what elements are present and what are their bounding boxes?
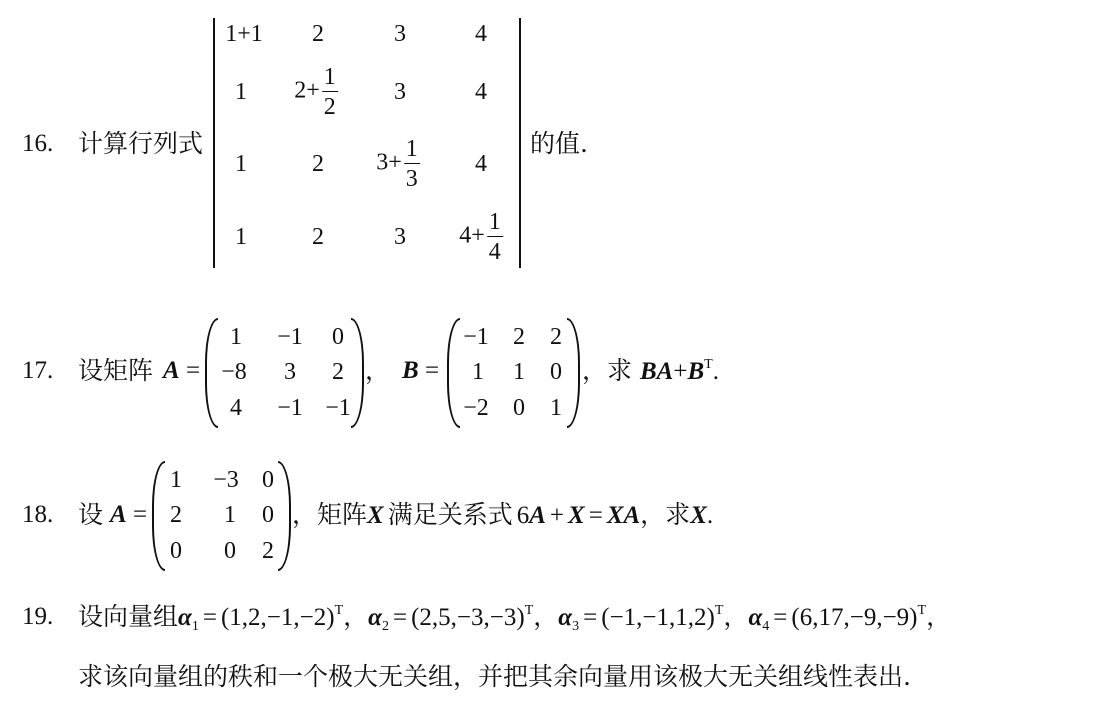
- matrix-cell: 2: [513, 324, 525, 350]
- matrix-a-right-paren: [278, 461, 291, 571]
- question-number: 18.: [22, 501, 54, 528]
- question-line-2: 求该向量组的秩和一个极大无关组，并把其余向量用该极大无关组线性表出.: [78, 662, 911, 691]
- det-cell: 4: [475, 79, 487, 105]
- det-cell: 4: [475, 151, 487, 177]
- matrix-cell: 0: [550, 359, 562, 385]
- det-cell: 1: [235, 151, 247, 177]
- matrix-cell: 1: [472, 359, 484, 385]
- matrix-a-right-paren: [351, 318, 364, 428]
- matrix-cell: −1: [277, 395, 303, 421]
- question-lead: 设: [78, 500, 104, 529]
- matrix-cell: 2: [550, 324, 562, 350]
- matrix-cell: 1: [224, 502, 236, 528]
- det-cell: 1: [235, 79, 247, 105]
- matrix-cell: 0: [170, 538, 182, 564]
- matrix-b-right-paren: [567, 318, 580, 428]
- matrix-cell: 2: [262, 538, 274, 564]
- det-cell-fraction: 4+ $\frac{1}{4}$: [459, 209, 501, 265]
- matrix-cell: −8: [221, 359, 247, 385]
- matrix-cell: 0: [262, 467, 274, 493]
- det-cell-fraction: 3+ $\frac{1}{3}$: [376, 136, 418, 192]
- equals-sign: =: [186, 357, 201, 384]
- det-cell: 2: [312, 21, 324, 47]
- question-tail: ，求 $BA+B^T$.: [582, 356, 719, 385]
- matrix-a-label: A: [110, 501, 127, 528]
- matrix-cell: −1: [277, 324, 303, 350]
- matrix-cell: −1: [325, 395, 351, 421]
- equals-sign: =: [425, 357, 440, 384]
- matrix-a-left-paren: [152, 461, 165, 571]
- question-lead: 计算行列式: [78, 129, 204, 158]
- matrix-cell: 3: [284, 359, 296, 385]
- matrix-a-left-paren: [205, 318, 218, 428]
- matrix-cell: 1: [550, 395, 562, 421]
- matrix-b-left-paren: [447, 318, 460, 428]
- matrix-a-label: A: [163, 357, 180, 384]
- determinant-left-bar: [213, 18, 215, 268]
- matrix-cell: −3: [213, 467, 239, 493]
- expr-ba: BA: [639, 358, 674, 385]
- matrix-cell: 1: [170, 467, 182, 493]
- matrix-cell: 2: [332, 359, 344, 385]
- question-body: ，矩阵X 满足关系式 6A + X = XA，求X.: [292, 500, 714, 529]
- expr-b: B: [687, 358, 705, 385]
- matrix-cell: 0: [224, 538, 236, 564]
- matrix-cell: 1: [230, 324, 242, 350]
- det-cell: 1: [235, 224, 247, 250]
- matrix-x-label: X: [367, 502, 384, 529]
- matrix-cell: 0: [332, 324, 344, 350]
- det-cell: 1+1: [225, 21, 263, 47]
- question-lead: 设矩阵: [78, 356, 154, 385]
- equals-sign: =: [133, 501, 148, 528]
- matrix-cell: 0: [513, 395, 525, 421]
- det-cell: 2: [312, 151, 324, 177]
- question-body: 设向量组$\alpha_1 = (1,2,-1,-2)^T$，$\alpha_2 = (2,5,-3,-3)^T$，$\alpha_3 = (-1,-1,1,2)^T$，$\alpha_4 = (6,17,-9,-9)^T$，: [78, 602, 952, 634]
- question-number: 19.: [22, 603, 54, 630]
- matrix-cell: −1: [463, 324, 489, 350]
- matrix-cell: −2: [463, 395, 489, 421]
- det-cell: 3: [394, 21, 406, 47]
- det-cell: 3: [394, 224, 406, 250]
- question-number: 17.: [22, 357, 54, 384]
- matrix-cell: 2: [170, 502, 182, 528]
- matrix-cell: 0: [262, 502, 274, 528]
- determinant-right-bar: [519, 18, 521, 268]
- det-cell-fraction: 2+ $\frac{1}{2}$: [294, 64, 336, 120]
- comma-separator: ，: [365, 356, 391, 385]
- matrix-cell: 1: [513, 359, 525, 385]
- question-tail: 的值.: [530, 129, 588, 158]
- det-cell: 3: [394, 79, 406, 105]
- det-cell: 2: [312, 224, 324, 250]
- question-number: 16.: [22, 130, 54, 157]
- det-cell: 4: [475, 21, 487, 47]
- matrix-cell: 4: [230, 395, 242, 421]
- matrix-b-label: B: [402, 357, 419, 384]
